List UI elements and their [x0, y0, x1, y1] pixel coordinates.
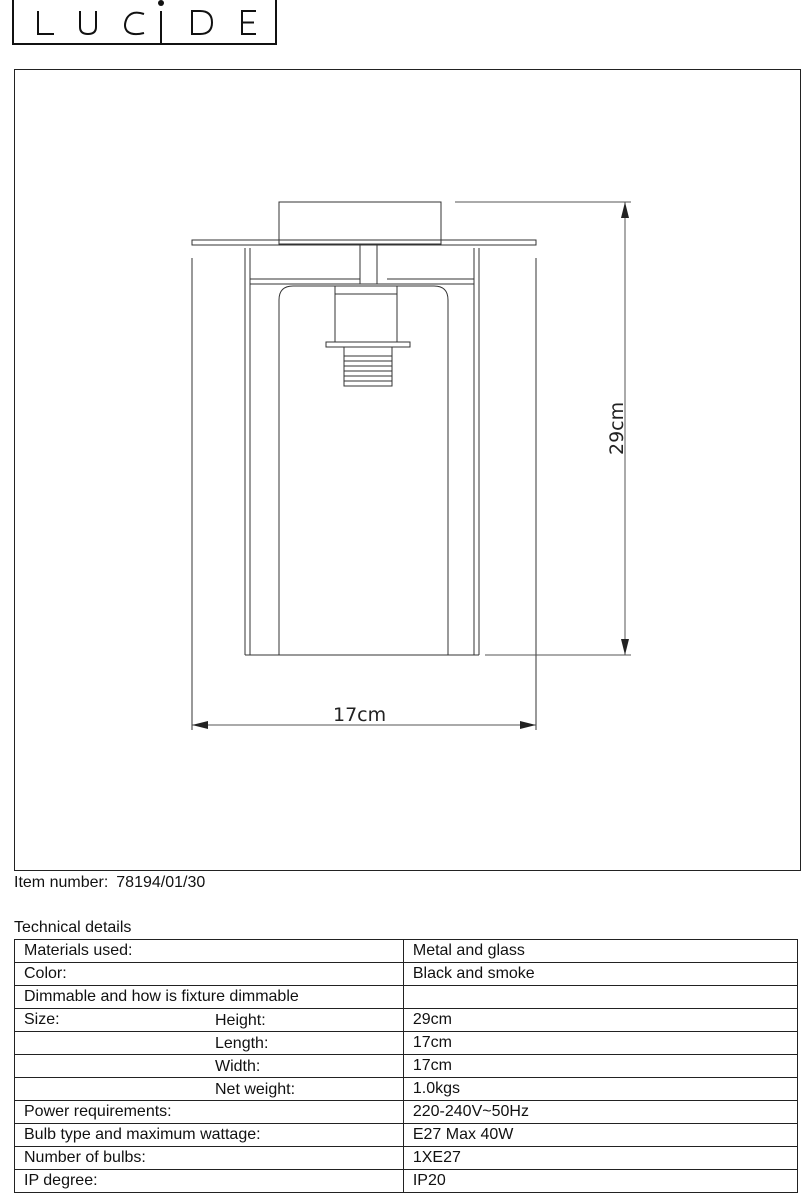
table-row: [15, 1078, 798, 1101]
spec-label: Dimmable and how is fixture dimmable: [24, 988, 299, 1005]
spec-sublabel: Length:: [215, 1035, 269, 1052]
spec-sublabel: Net weight:: [215, 1081, 296, 1098]
spec-value: 220-240V~50Hz: [403, 1101, 797, 1124]
table-row: [15, 1101, 798, 1124]
table-row: [15, 986, 798, 1009]
spec-label: IP degree:: [24, 1172, 98, 1189]
spec-label: Bulb type and maximum wattage:: [24, 1126, 261, 1143]
width-dimension-label: 17cm: [333, 704, 387, 726]
spec-value: 1.0kgs: [403, 1078, 797, 1101]
spec-value: Metal and glass: [403, 940, 797, 963]
table-row: [15, 1147, 798, 1170]
spec-value: 1XE27: [403, 1147, 797, 1170]
spec-sublabel: Height:: [215, 1012, 266, 1029]
item-number-label: Item number:: [14, 874, 109, 891]
brand-logo: [12, 0, 277, 45]
lucide-logo-mark: [14, 0, 279, 45]
table-row: [15, 1124, 798, 1147]
technical-details-title: Technical details: [14, 919, 132, 936]
fixture-drawing: [15, 70, 802, 872]
table-row: [15, 940, 798, 963]
table-row: [15, 963, 798, 986]
spec-value: 17cm: [403, 1032, 797, 1055]
table-row: [15, 1055, 798, 1078]
item-number-line: [14, 874, 205, 892]
spec-value: 29cm: [403, 1009, 797, 1032]
spec-label: Power requirements:: [24, 1103, 172, 1120]
spec-label: Materials used:: [24, 942, 133, 959]
table-row: [15, 1009, 798, 1032]
spec-sublabel: Width:: [215, 1058, 261, 1075]
spec-value: E27 Max 40W: [403, 1124, 797, 1147]
spec-label: Number of bulbs:: [24, 1149, 146, 1166]
item-number-value: 78194/01/30: [116, 874, 206, 891]
spec-label: Color:: [24, 965, 67, 982]
height-dimension-label: 29cm: [606, 401, 628, 455]
table-row: [15, 1170, 798, 1193]
spec-label: Size:: [24, 1011, 60, 1028]
drawing-frame: [14, 69, 801, 871]
spec-value: Black and smoke: [403, 963, 797, 986]
technical-details-table: [14, 939, 798, 1193]
spec-value: [403, 986, 797, 1009]
spec-value: IP20: [403, 1170, 797, 1193]
spec-value: 17cm: [403, 1055, 797, 1078]
table-row: [15, 1032, 798, 1055]
